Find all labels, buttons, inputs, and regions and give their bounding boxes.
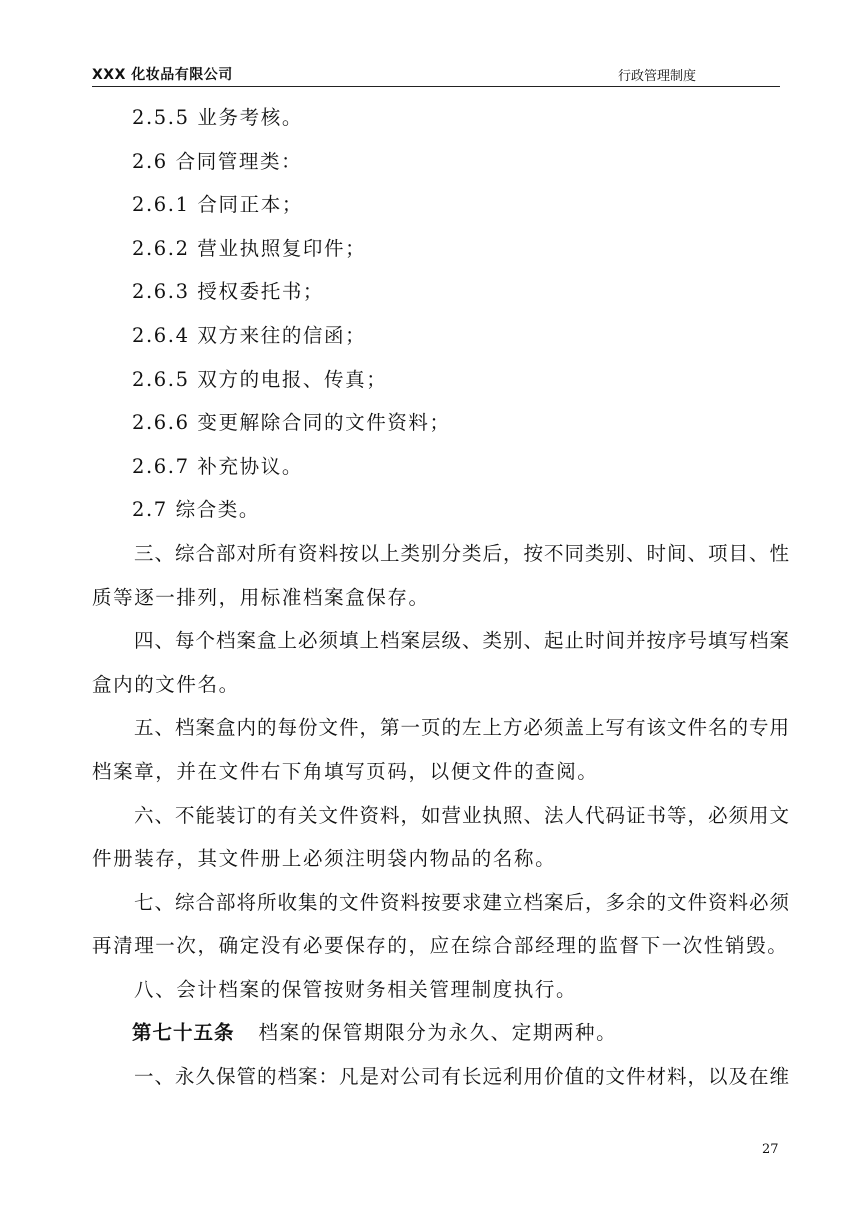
- paragraph-4-line-1: 四、每个档案盒上必须填上档案层级、类别、起止时间并按序号填写档案: [134, 629, 791, 653]
- company-name: XXX 化妆品有限公司: [92, 67, 233, 83]
- paragraph-5-line-2: 档案章，并在文件右下角填写页码，以便文件的查阅。: [92, 759, 599, 783]
- list-item: 2.6.7 补充协议。: [132, 454, 303, 478]
- paragraph-7-line-1: 七、综合部将所收集的文件资料按要求建立档案后，多余的文件资料必须: [134, 890, 791, 914]
- list-item: 2.6.5 双方的电报、传真；: [132, 367, 388, 391]
- list-item: 2.6.4 双方来往的信函；: [132, 323, 367, 347]
- list-item: 2.6.1 合同正本；: [132, 193, 303, 217]
- page-header: [92, 60, 780, 87]
- page-number: 27: [762, 1142, 779, 1157]
- paragraph-3-line-1: 三、综合部对所有资料按以上类别分类后，按不同类别、时间、项目、性: [134, 541, 791, 565]
- article-number: 第七十五条: [132, 1021, 235, 1045]
- list-item: 2.7 综合类。: [132, 498, 261, 522]
- paragraph-6-line-2: 件册装存，其文件册上必须注明袋内物品的名称。: [92, 847, 557, 871]
- paragraph-6-line-1: 六、不能装订的有关文件资料，如营业执照、法人代码证书等，必须用文: [134, 803, 791, 827]
- list-item: 2.5.5 业务考核。: [132, 106, 303, 129]
- document-body: [92, 96, 791, 1099]
- paragraph-8: 八、会计档案的保管按财务相关管理制度执行。: [134, 977, 578, 1001]
- article-75: [92, 1011, 782, 1055]
- list-item: 2.6.2 营业执照复印件；: [132, 236, 367, 260]
- paragraph-3-line-2: 质等逐一排列，用标准档案盒保存。: [92, 585, 430, 609]
- list-item: 2.6.6 变更解除合同的文件资料；: [132, 411, 451, 435]
- last-line: 一、永久保管的档案：凡是对公司有长远利用价值的文件材料，以及在维: [134, 1065, 791, 1089]
- list-item: 2.6.3 授权委托书；: [132, 280, 325, 304]
- paragraph-7-line-2: 再清理一次，确定没有必要保存的，应在综合部经理的监督下一次性销毁。: [92, 934, 789, 958]
- section-title: 行政管理制度: [618, 69, 697, 84]
- list-item: 2.6 合同管理类：: [132, 149, 303, 173]
- paragraph-5-line-1: 五、档案盒内的每份文件，第一页的左上方必须盖上写有该文件名的专用: [134, 716, 791, 740]
- article-text: 档案的保管期限分为永久、定期两种。: [258, 1021, 618, 1045]
- paragraph-4-line-2: 盒内的文件名。: [92, 672, 240, 696]
